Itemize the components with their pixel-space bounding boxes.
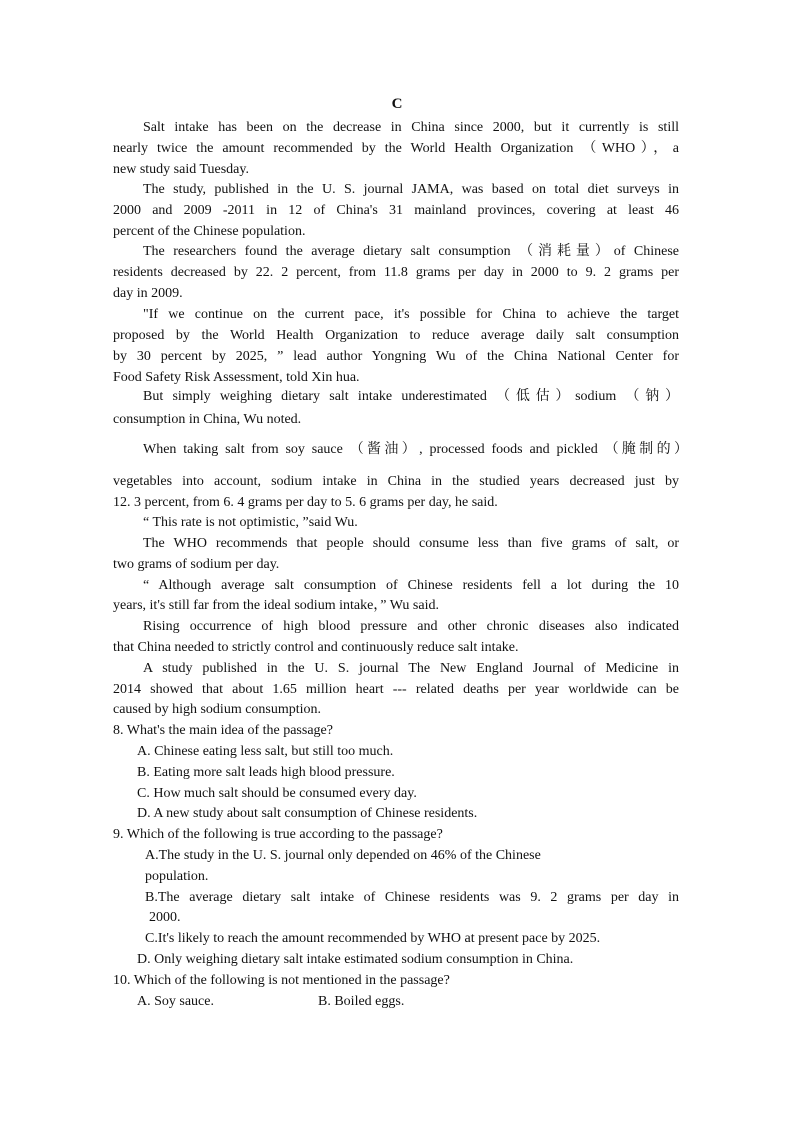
answer-option: D. A new study about salt consumption of Chinese residents. — [137, 806, 478, 821]
passage-line: Salt intake has been on the decrease in China since 2000, but it currently is still — [143, 120, 679, 135]
passage-line: caused by high sodium consumption. — [113, 702, 322, 717]
passage-line: new study said Tuesday. — [113, 162, 249, 177]
passage-line: A study published in the U. S. journal The New England Journal of Medicine in — [143, 661, 679, 676]
passage-line: But simply weighing dietary salt intake underestimated （低估）sodium （钠） — [143, 389, 679, 404]
answer-option: B. Eating more salt leads high blood pressure. — [137, 765, 395, 780]
passage-line: 12. 3 percent, from 6. 4 grams per day to 5. 6 grams per day, he said. — [113, 495, 498, 510]
passage-line: "If we continue on the current pace, it's possible for China to achieve the target — [143, 307, 679, 322]
passage-line: 2014 showed that about 1.65 million heart --- related deaths per year worldwide can be — [113, 682, 679, 697]
answer-option-continued: 2000. — [149, 910, 181, 925]
passage-line: Rising occurrence of high blood pressure and other chronic diseases also indicated — [143, 619, 679, 634]
passage-line: Food Safety Risk Assessment, told Xin hua. — [113, 370, 360, 385]
section-title: C — [391, 96, 403, 112]
answer-option: A.The study in the U. S. journal only depended on 46% of the Chinese — [145, 848, 541, 863]
answer-option: A. Soy sauce. — [137, 994, 214, 1009]
passage-line: two grams of sodium per day. — [113, 557, 280, 572]
answer-option: B.The average dietary salt intake of Chinese residents was 9. 2 grams per day in — [145, 890, 679, 905]
passage-line: that China needed to strictly control and continuously reduce salt intake. — [113, 640, 519, 655]
answer-option: A. Chinese eating less salt, but still too much. — [137, 744, 394, 759]
passage-line: day in 2009. — [113, 286, 183, 301]
question-stem: 10. Which of the following is not mentioned in the passage? — [113, 973, 450, 988]
answer-option: C. How much salt should be consumed every day. — [137, 786, 417, 801]
question-stem: 8. What's the main idea of the passage? — [113, 723, 333, 738]
question-stem: 9. Which of the following is true according to the passage? — [113, 827, 443, 842]
passage-line: “ This rate is not optimistic, ”said Wu. — [143, 515, 358, 530]
passage-line: consumption in China, Wu noted. — [113, 412, 302, 427]
passage-line: The WHO recommends that people should consume less than five grams of salt, or — [143, 536, 679, 551]
passage-line: percent of the Chinese population. — [113, 224, 306, 239]
answer-option: D. Only weighing dietary salt intake estimated sodium consumption in China. — [137, 952, 574, 967]
passage-line: “ Although average salt consumption of Chinese residents fell a lot during the 10 — [143, 578, 679, 593]
passage-line: The researchers found the average dietary salt consumption （消耗量）of Chinese — [143, 244, 679, 259]
passage-line: The study, published in the U. S. journal JAMA, was based on total diet surveys in — [143, 182, 679, 197]
passage-line: proposed by the World Health Organization to reduce average daily salt consumption — [113, 328, 679, 343]
answer-option-continued: population. — [145, 869, 209, 884]
answer-option: B. Boiled eggs. — [318, 994, 405, 1009]
passage-line: by 30 percent by 2025, ” lead author Yongning Wu of the China National Center for — [113, 349, 679, 364]
passage-line: nearly twice the amount recommended by the World Health Organization （WHO），a — [113, 141, 679, 156]
passage-line: years, it's still far from the ideal sodium intake，” Wu said. — [113, 598, 439, 613]
passage-line: When taking salt from soy sauce （酱油）, processed foods and pickled （腌制的） — [143, 442, 688, 457]
passage-line: vegetables into account, sodium intake in China in the studied years decreased just by — [113, 474, 679, 489]
answer-option: C.It's likely to reach the amount recommended by WHO at present pace by 2025. — [145, 931, 601, 946]
passage-line: 2000 and 2009 -2011 in 12 of China's 31 mainland provinces, covering at least 46 — [113, 203, 679, 218]
passage-line: residents decreased by 22. 2 percent, from 11.8 grams per day in 2000 to 9. 2 grams per — [113, 265, 679, 280]
